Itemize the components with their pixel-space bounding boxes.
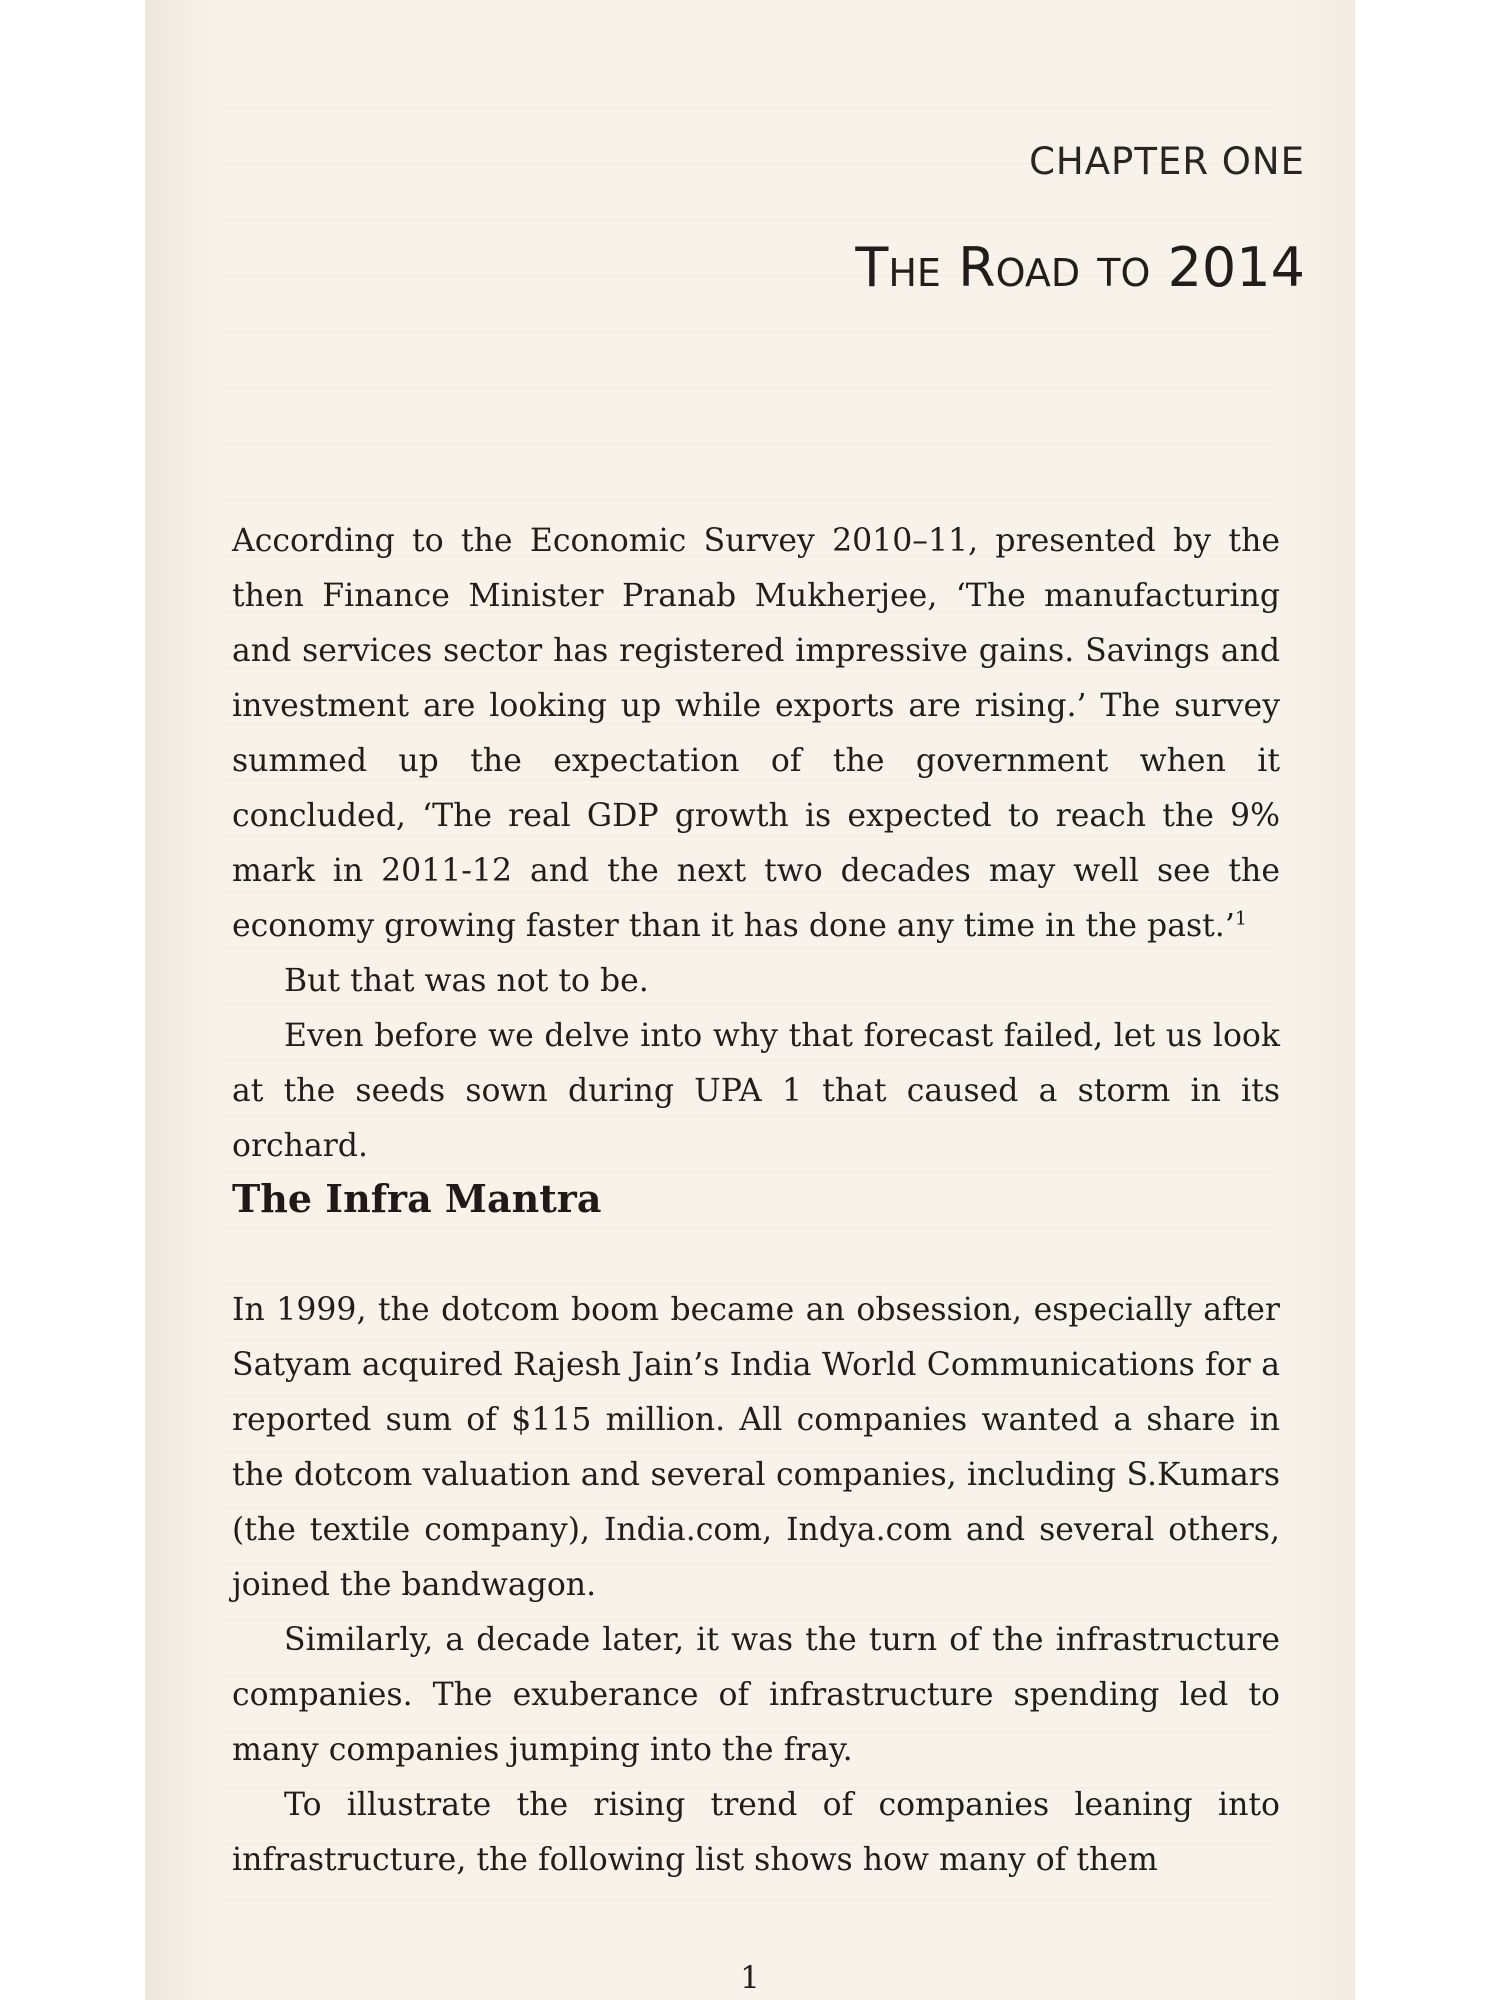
chapter-label: CHAPTER ONE — [1029, 140, 1305, 183]
body-paragraph: To illustrate the rising trend of companies leaning into infrastructure, the following list shows how many of them — [232, 1787, 1280, 1878]
chapter-title: The Road to 2014 — [855, 236, 1305, 299]
body-paragraph: Similarly, a decade later, it was the turn of the infrastructure companies. The exuberance of infrastructure spending led to many companies jumping into the fray. — [232, 1622, 1280, 1768]
page-number: 1 — [740, 1960, 760, 1996]
footnote-marker[interactable]: 1 — [1234, 907, 1247, 930]
body-paragraph: In 1999, the dotcom boom became an obsession, especially after Satyam acquired Rajesh Jain’s India World Communications for a reported sum of $115 million. All companies wanted a share in the dotcom valuation and several companies, including S.Kumars (the textile company), India.com, Indya.com and several others, joined the bandwagon. — [232, 1292, 1280, 1603]
body-paragraph — [232, 514, 1280, 954]
paragraph-text: According to the Economic Survey 2010–11, presented by the then Finance Minister Pranab Mukherjee, ‘The manufacturing and services sector has registered impressive gains. Savings and investment are looking up while exports are rising.’ The survey summed up the expectation of the government when it concluded, ‘The real GDP growth is expected to reach the 9% mark in 2011-12 and the next two decades may well see the economy growing faster than it has done any time in the past.’ — [232, 523, 1280, 944]
body-paragraph: But that was not to be. — [284, 963, 649, 999]
section-heading: The Infra Mantra — [232, 1176, 602, 1221]
body-paragraph: Even before we delve into why that forecast failed, let us look at the seeds sown during UPA 1 that caused a storm in its orchard. — [232, 1018, 1280, 1164]
